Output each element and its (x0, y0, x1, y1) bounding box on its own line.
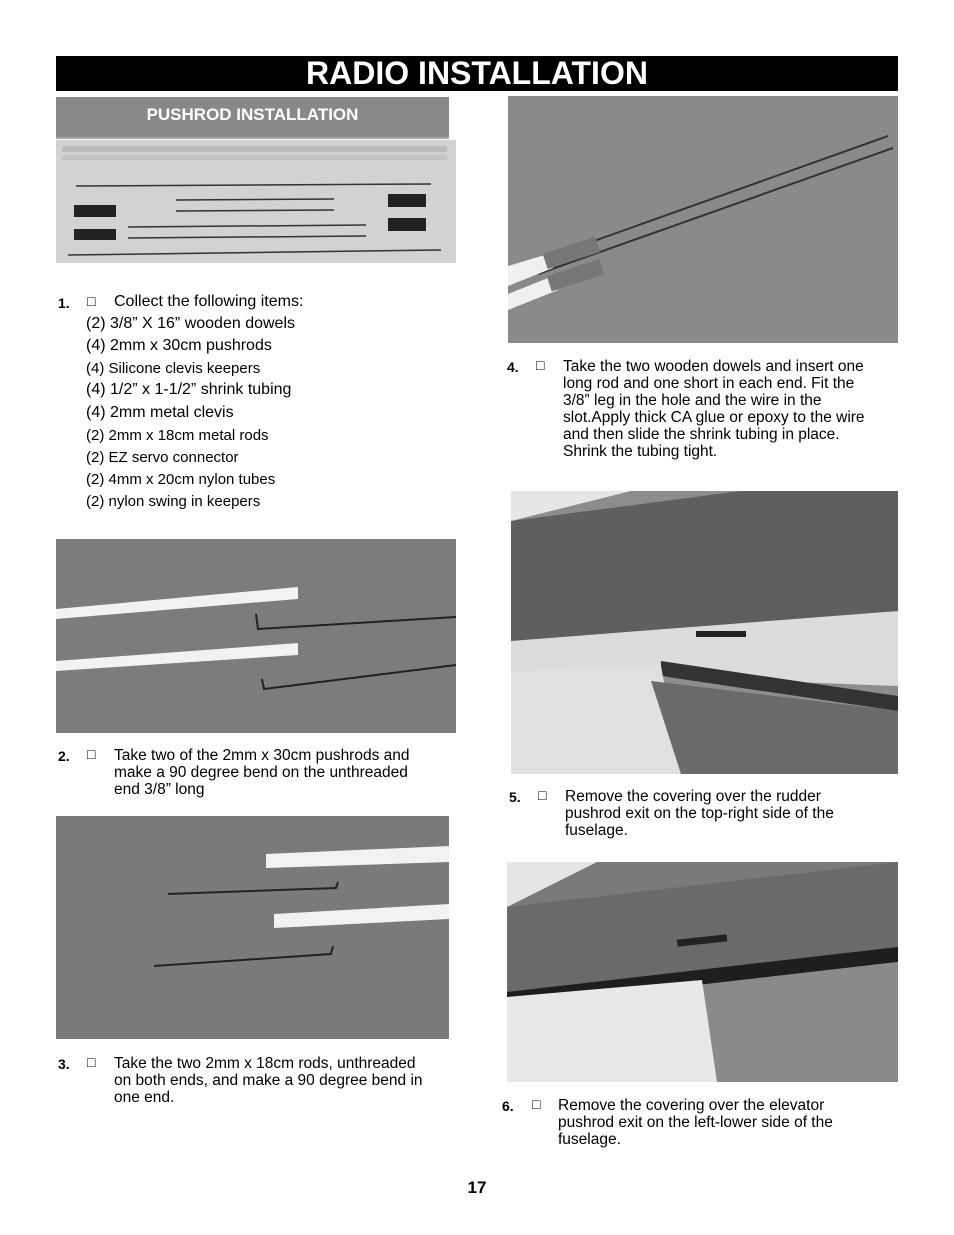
list-item: (2) nylon swing in keepers (86, 493, 261, 510)
elevator-exit-photo (507, 862, 898, 1082)
step-2-line: end 3/8” long (114, 781, 205, 798)
step-2-line: Take two of the 2mm x 30cm pushrods and (114, 747, 410, 764)
step-2-number: 2. (58, 748, 70, 764)
step-6-number: 6. (502, 1098, 514, 1114)
step-3-text (114, 1055, 454, 1106)
rods-bent-photo (56, 816, 449, 1039)
step-3-checkbox[interactable]: □ (87, 1054, 96, 1070)
list-item: (2) 3/8” X 16” wooden dowels (86, 315, 295, 332)
step-6-text (558, 1097, 897, 1148)
step-1-number: 1. (58, 295, 70, 311)
step-5-text (565, 788, 897, 839)
section-heading: PUSHROD INSTALLATION (56, 97, 449, 139)
step-5-line: pushrod exit on the top-right side of the (565, 805, 834, 822)
list-item: (4) 2mm x 30cm pushrods (86, 337, 272, 354)
step-3-line: one end. (114, 1089, 175, 1106)
list-item: (4) Silicone clevis keepers (86, 360, 261, 377)
step-2-text (114, 747, 454, 798)
step-2-line: make a 90 degree bend on the unthreaded (114, 764, 408, 781)
list-item: (2) EZ servo connector (86, 449, 239, 466)
step-3-line: Take the two 2mm x 18cm rods, unthreaded (114, 1055, 416, 1072)
list-item: (4) 2mm metal clevis (86, 404, 234, 421)
step-2-checkbox[interactable]: □ (87, 746, 96, 762)
list-item: (2) 4mm x 20cm nylon tubes (86, 471, 276, 488)
rudder-exit-photo (511, 491, 898, 774)
step-5-line: fuselage. (565, 822, 628, 839)
step-6-line: Remove the covering over the elevator (558, 1097, 825, 1114)
step-5-number: 5. (509, 789, 521, 805)
step-4-number: 4. (507, 359, 519, 375)
step-4-line: slot.Apply thick CA glue or epoxy to the wire (563, 409, 865, 426)
list-item: (4) 1/2” x 1-1/2” shrink tubing (86, 381, 292, 398)
step-3-number: 3. (58, 1056, 70, 1072)
list-item: (2) 2mm x 18cm metal rods (86, 427, 269, 444)
assembled-pushrods-photo (508, 96, 898, 343)
step-4-checkbox[interactable]: □ (536, 357, 545, 373)
page-title: RADIO INSTALLATION (56, 56, 898, 91)
step-4-text (563, 358, 897, 460)
step-5-line: Remove the covering over the rudder (565, 788, 821, 805)
step-1-text: Collect the following items: (114, 293, 304, 310)
step-6-line: pushrod exit on the left-lower side of the (558, 1114, 833, 1131)
dowels-pushrods-photo (56, 539, 456, 733)
parts-photo (56, 140, 456, 263)
step-4-line: long rod and one short in each end. Fit the (563, 375, 855, 392)
step-4-line: 3/8” leg in the hole and the wire in the (563, 392, 822, 409)
step-4-line: Take the two wooden dowels and insert one (563, 358, 864, 375)
page-number: 17 (467, 1178, 487, 1197)
step-5-checkbox[interactable]: □ (538, 787, 547, 803)
step-4-line: Shrink the tubing tight. (563, 443, 718, 460)
step-1-checkbox[interactable]: □ (87, 293, 96, 309)
step-3-line: on both ends, and make a 90 degree bend in (114, 1072, 423, 1089)
step-6-checkbox[interactable]: □ (532, 1096, 541, 1112)
step-6-line: fuselage. (558, 1131, 621, 1148)
step-4-line: and then slide the shrink tubing in place. (563, 426, 840, 443)
